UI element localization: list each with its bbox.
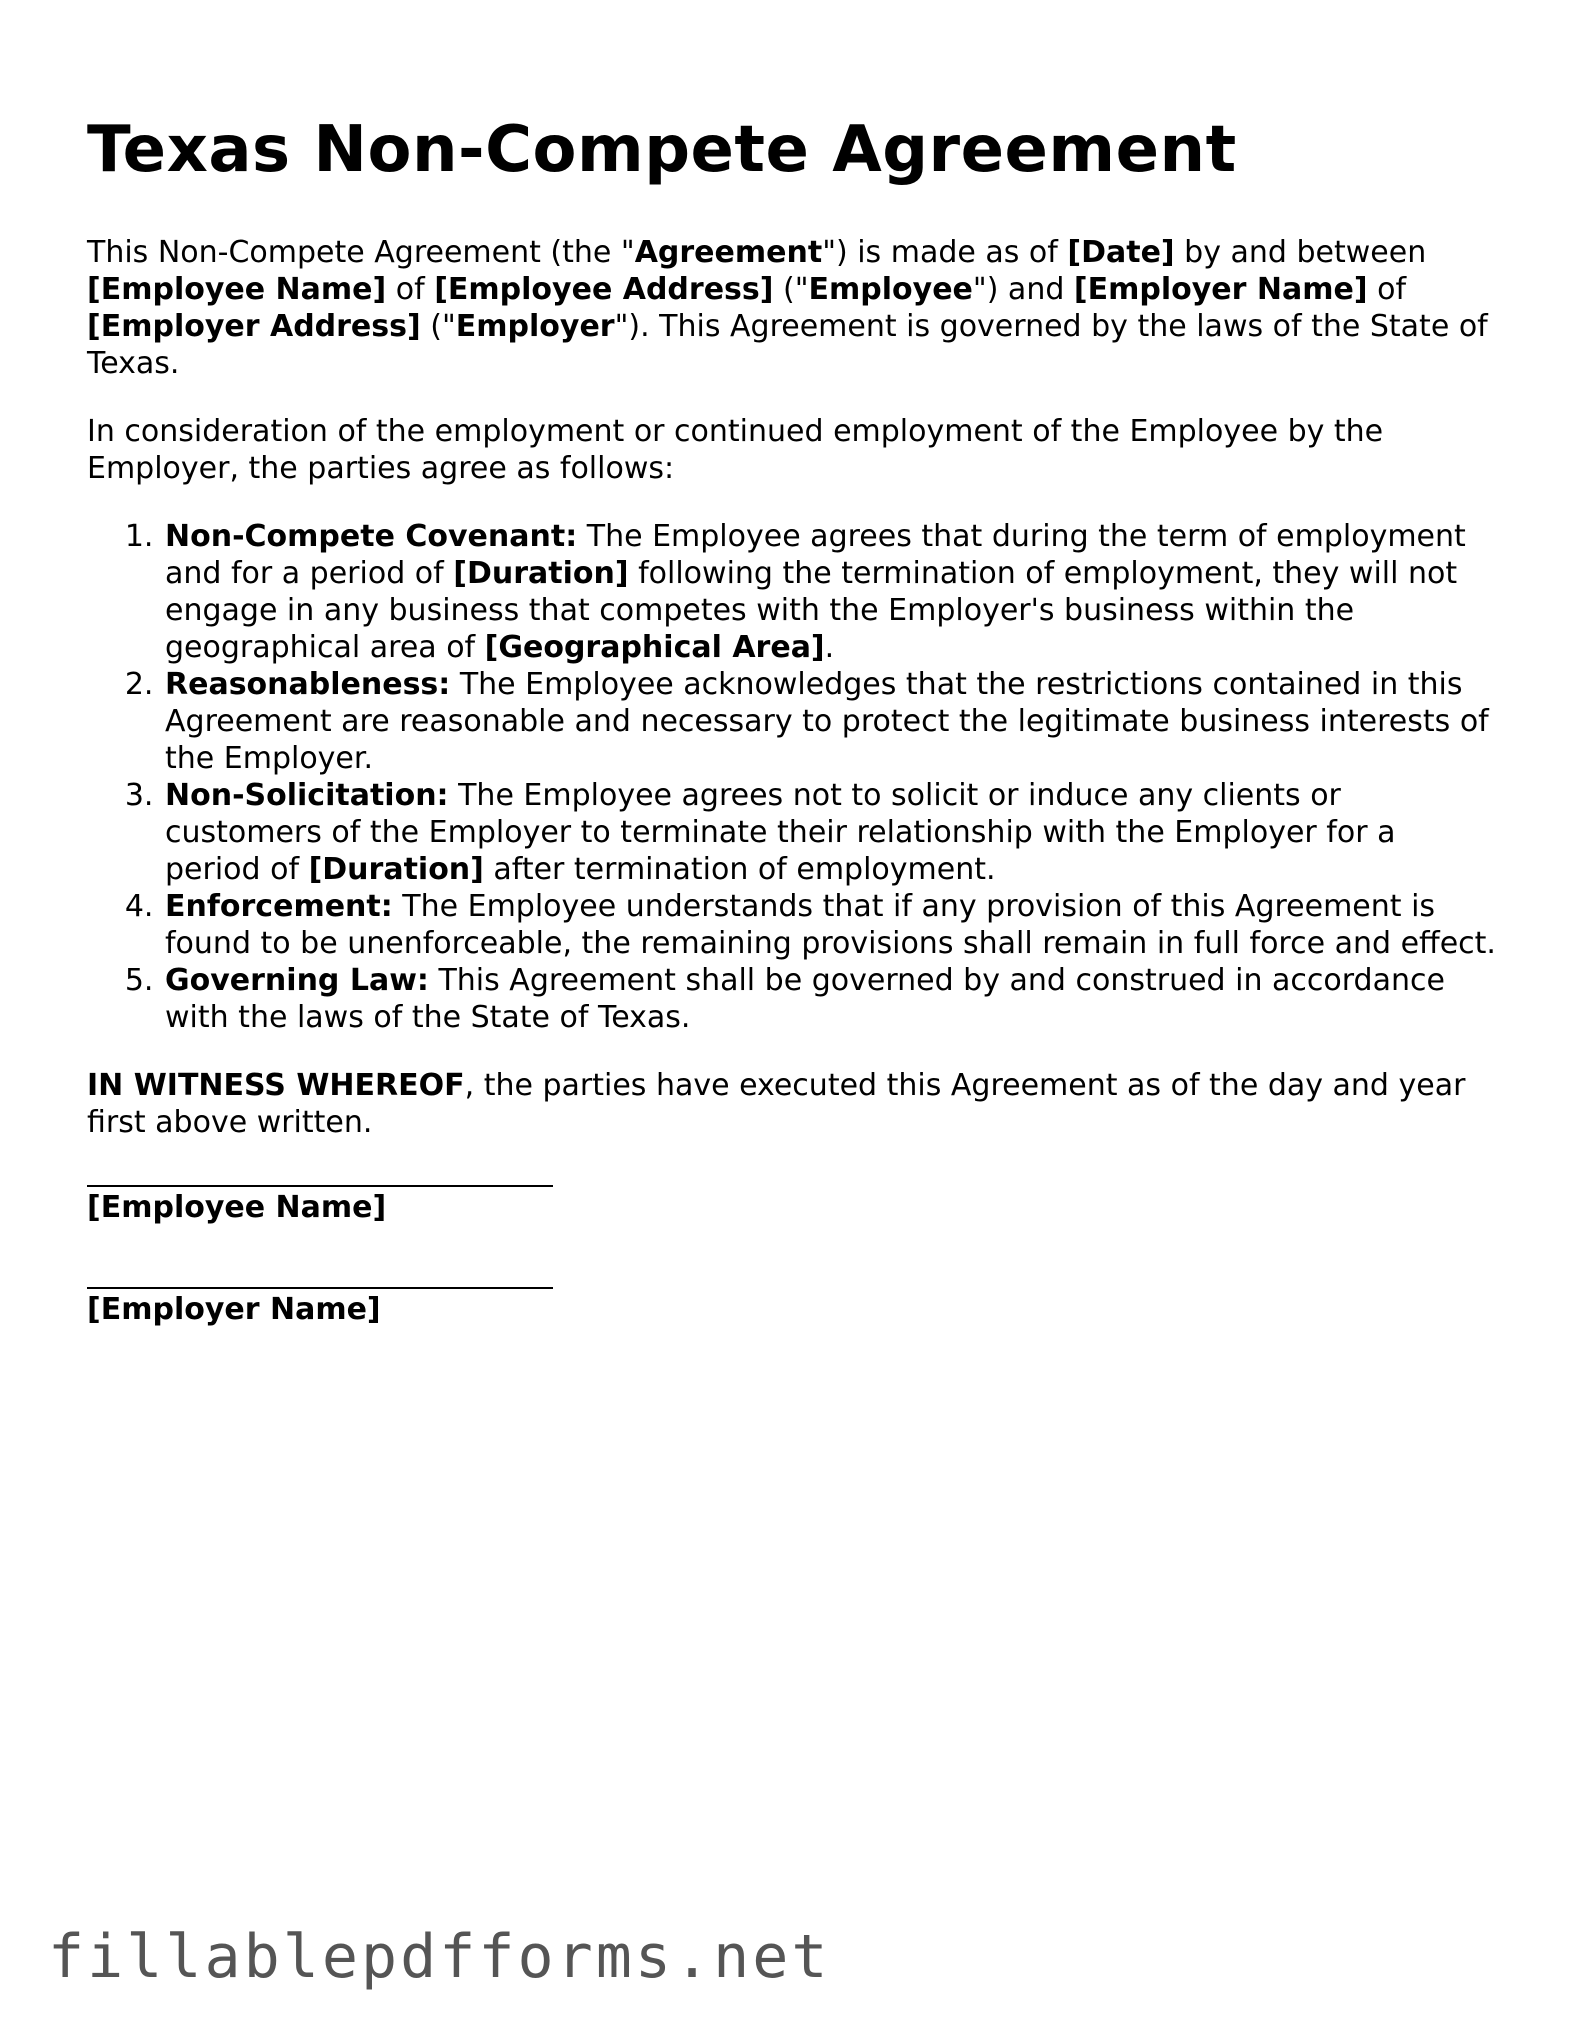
clause-heading: Enforcement:: [165, 889, 393, 924]
witness-paragraph: [87, 1067, 1497, 1141]
employee-signature-name: [Employee Name]: [87, 1190, 387, 1225]
intro-text: (": [773, 272, 809, 307]
clause-text: The Employee agrees that during the term of employment and for a period of: [165, 519, 1466, 591]
employee-name-placeholder: [Employee Name]: [87, 272, 387, 307]
clause-governing-law: [163, 962, 1497, 1036]
clause-heading: Reasonableness:: [165, 667, 451, 702]
clause-enforcement: [163, 888, 1497, 962]
intro-text: This Non-Compete Agreement (the ": [87, 235, 635, 270]
clause-non-solicitation: [163, 777, 1497, 888]
employee-address-placeholder: [Employee Address]: [434, 272, 774, 307]
document-title: Texas Non-Compete Agreement: [87, 113, 1237, 187]
intro-text: ") is made as of: [822, 235, 1068, 270]
employee-term: Employee: [808, 272, 973, 307]
intro-text: of: [386, 272, 435, 307]
clause-text: after termination of employment.: [483, 852, 996, 887]
geographical-area-placeholder: [Geographical Area]: [484, 630, 825, 665]
witness-text: , the parties have executed this Agreement as of the day and year first above written.: [87, 1068, 1466, 1140]
clause-text: following the termination of employment, they will not engage in any business that competes with the Employer's business within the geographical area of: [165, 556, 1458, 665]
agreement-term: Agreement: [634, 235, 823, 270]
clause-text: This Agreement shall be governed by and construed in accordance with the laws of the State of Texas.: [165, 963, 1445, 1035]
clause-text: The Employee agrees not to solicit or induce any clients or customers of the Employer to terminate their relationship with the Employer for a period of: [165, 778, 1396, 887]
intro-text: of: [1367, 272, 1407, 307]
consideration-paragraph: In consideration of the employment or continued employment of the Employee by the Employer, the parties agree as follows:: [87, 414, 1384, 486]
employer-name-placeholder: [Employer Name]: [1073, 272, 1368, 307]
clause-heading: Non-Solicitation:: [165, 778, 449, 813]
intro-text: ") and: [972, 272, 1074, 307]
clause-heading: Governing Law:: [165, 963, 429, 998]
employer-signature-block: [87, 1287, 1497, 1328]
clause-text: The Employee acknowledges that the restrictions contained in this Agreement are reasonable and necessary to protect the legitimate business interests of the Employer.: [165, 667, 1489, 776]
intro-text: by and between: [1174, 235, 1427, 270]
clause-non-compete: [163, 518, 1497, 666]
clause-reasonableness: [163, 666, 1497, 777]
employer-signature-name: [Employer Name]: [87, 1292, 381, 1327]
employee-signature-block: [87, 1185, 1497, 1226]
clause-text: .: [824, 630, 835, 665]
employer-term: Employer: [455, 309, 615, 344]
clause-heading: Non-Compete Covenant:: [165, 519, 578, 554]
witness-heading: IN WITNESS WHEREOF: [87, 1068, 465, 1103]
employer-signature-line[interactable]: [87, 1287, 553, 1289]
clause-list: [87, 518, 1497, 1036]
document-page: [87, 108, 1497, 1328]
employee-signature-line[interactable]: [87, 1185, 553, 1187]
duration-placeholder: [Duration]: [308, 852, 484, 887]
employer-address-placeholder: [Employer Address]: [87, 309, 421, 344]
intro-paragraph: [87, 234, 1497, 382]
clause-text: The Employee understands that if any provision of this Agreement is found to be unenforceable, the remaining provisions shall remain in full force and effect.: [165, 889, 1496, 961]
watermark: fillablepdfforms.net: [48, 1922, 831, 1992]
date-placeholder: [Date]: [1067, 235, 1175, 270]
intro-text: "). This Agreement is governed by the laws of the State of Texas.: [87, 309, 1488, 381]
intro-text: (": [420, 309, 456, 344]
duration-placeholder: [Duration]: [453, 556, 629, 591]
